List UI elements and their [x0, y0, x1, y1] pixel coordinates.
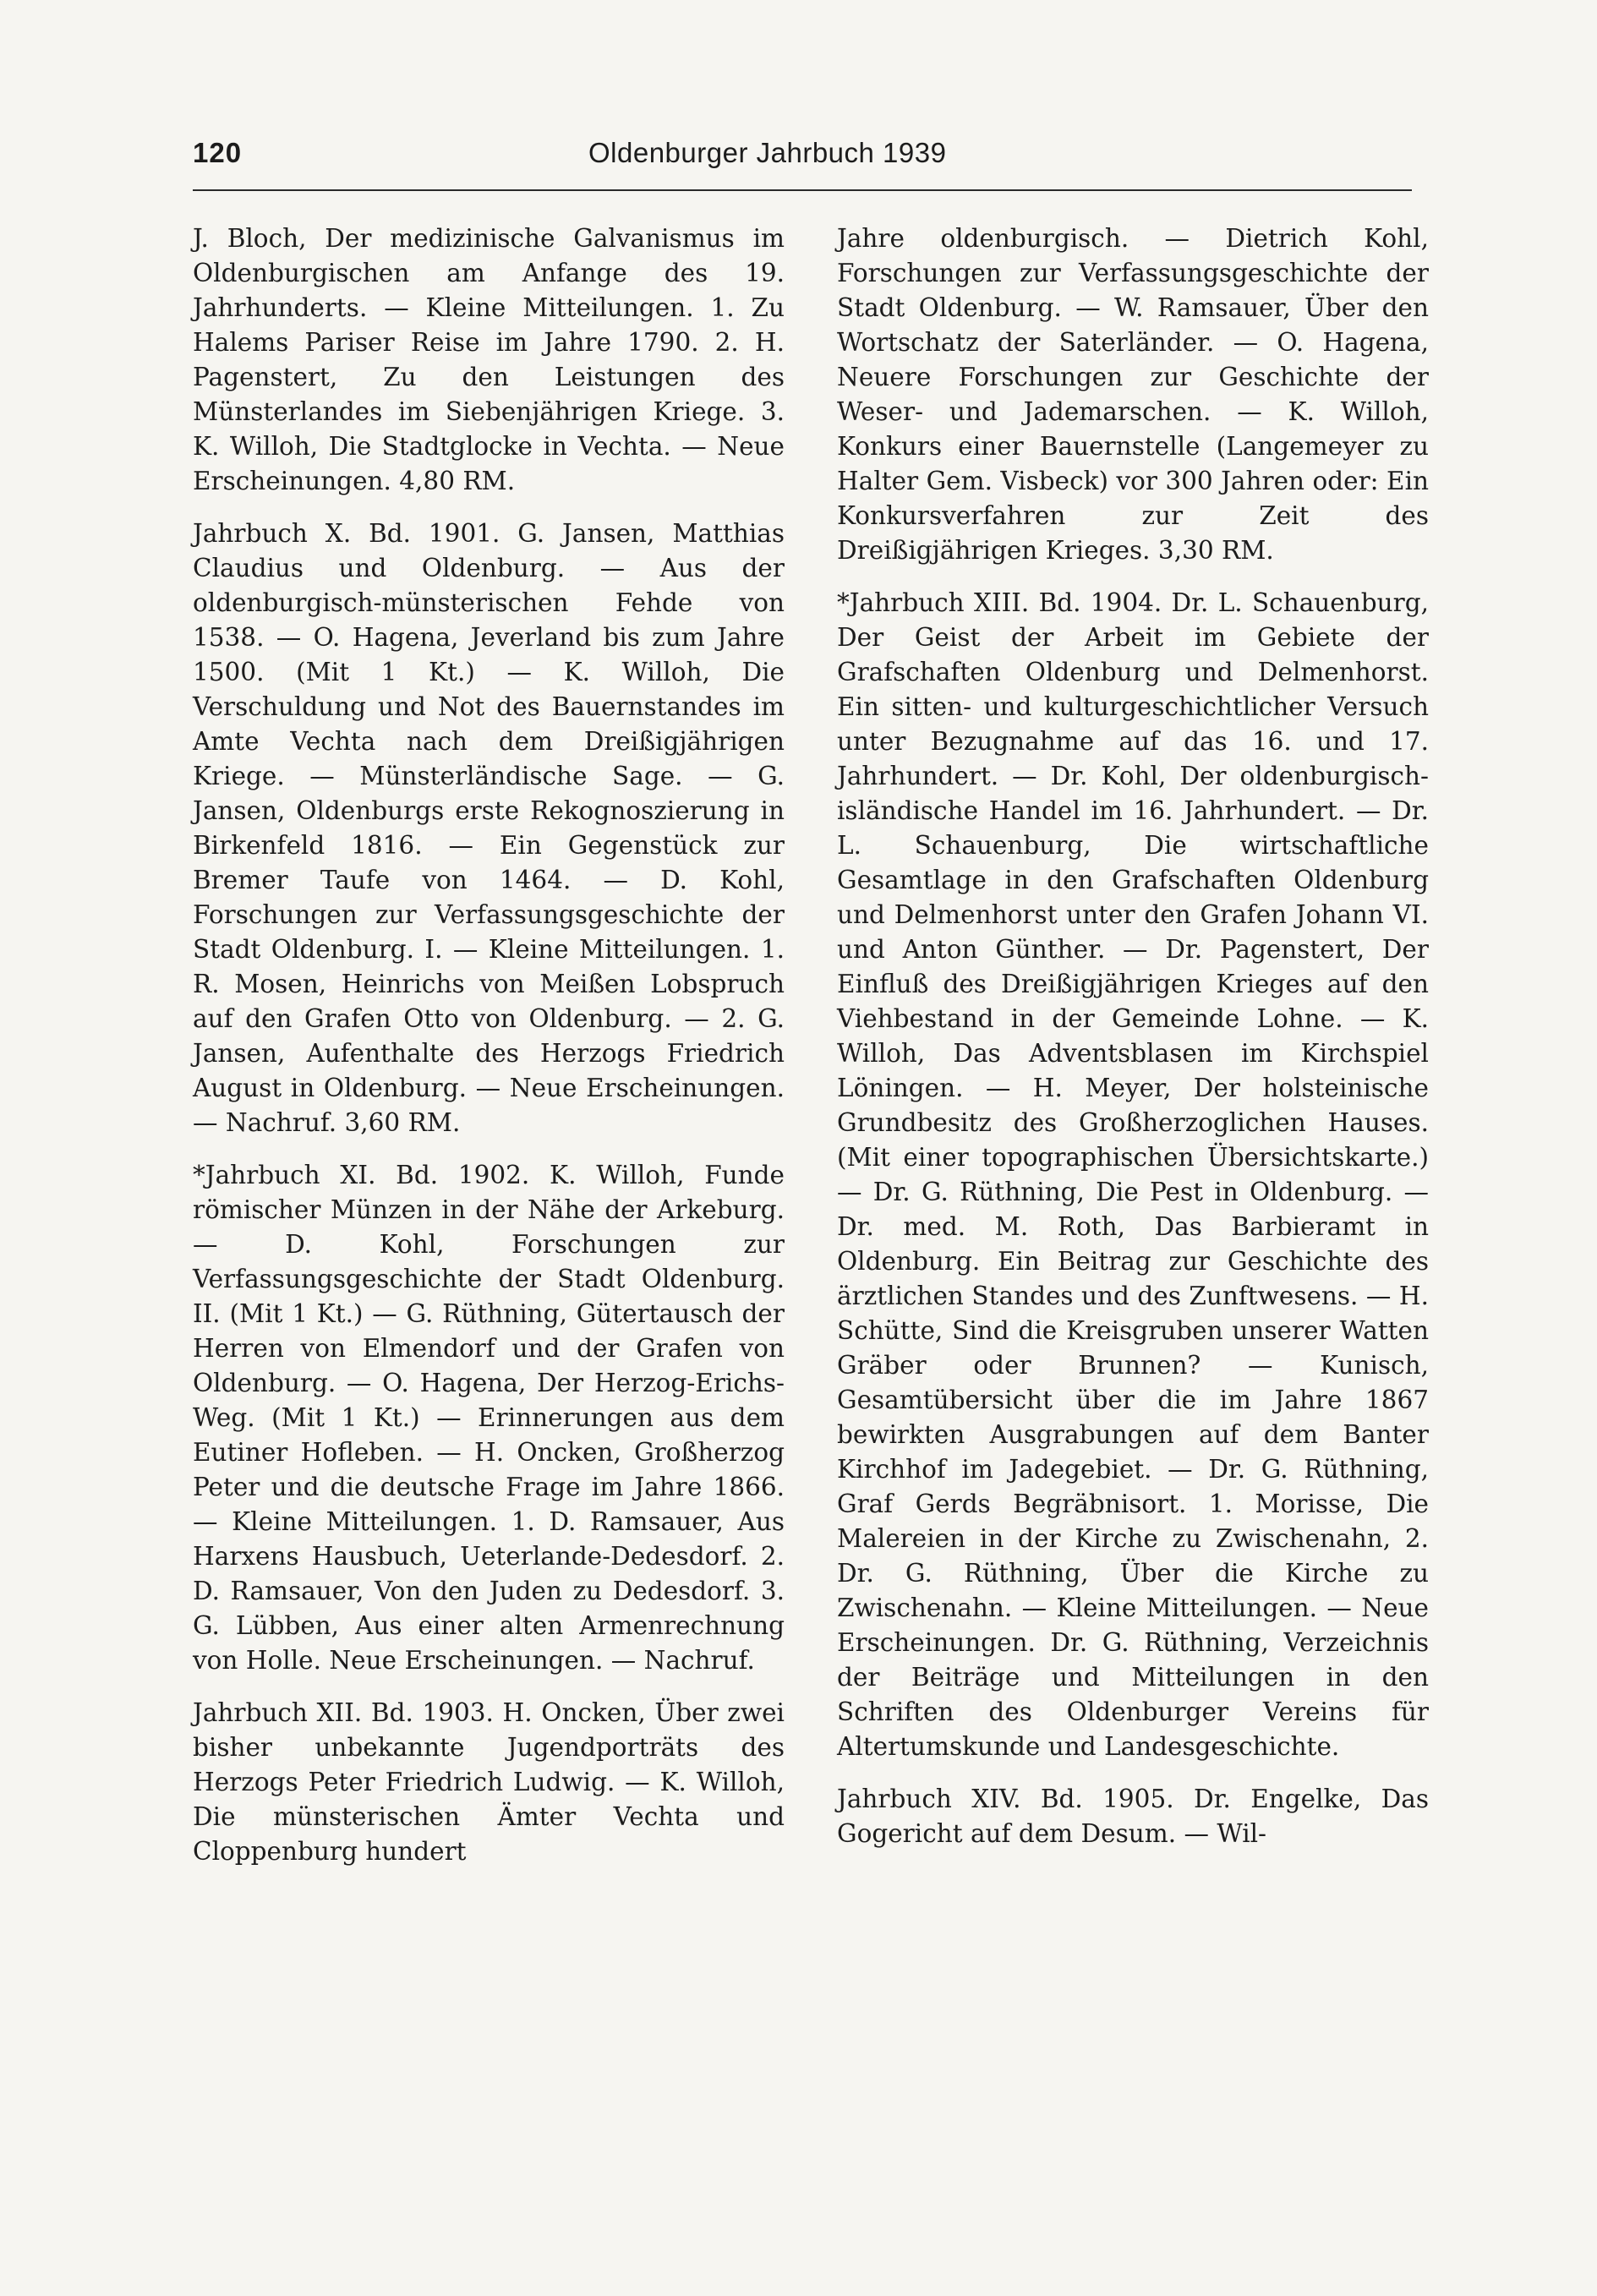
entry-jahrbuch-x: Jahrbuch X. Bd. 1901. G. Jansen, Matthias Claudius und Oldenburg. — Aus der oldenburgisch-münsterischen Fehde von 1538. — O. Hagena, Jeverland bis zum Jahre 1500. (Mit 1 Kt.) — K. Willoh, Die Verschuldung und Not des Bauernstandes im Amte Vechta nach dem Dreißigjährigen Kriege. — Münsterländische Sage. — G. Jansen, Oldenburgs erste Rekognoszierung in Birkenfeld 1816. — Ein Gegenstück zur Bremer Taufe von 1464. — D. Kohl, Forschungen zur Verfassungsgeschichte der Stadt Oldenburg. I. — Kleine Mitteilungen. 1. R. Mosen, Heinrichs von Meißen Lobspruch auf den Grafen Otto von Oldenburg. — 2. G. Jansen, Aufenthalte des Herzogs Friedrich August in Oldenburg. — Neue Erscheinungen. — Nachruf. 3,60 RM.: [193, 519, 785, 1137]
page-number: 120: [193, 137, 243, 168]
page-header: [193, 137, 1412, 191]
entry-jahrbuch-xiii: *Jahrbuch XIII. Bd. 1904. Dr. L. Schauenburg, Der Geist der Arbeit im Gebiete der Grafschaften Oldenburg und Delmenhorst. Ein sitten- und kulturgeschichtlicher Versuch unter Bezugnahme auf das 16. und 17. Jahrhundert. — Dr. Kohl, Der oldenburgisch-isländische Handel im 16. Jahrhundert. — Dr. L. Schauenburg, Die wirtschaftliche Gesamtlage in den Grafschaften Oldenburg und Delmenhorst unter den Grafen Johann VI. und Anton Günther. — Dr. Pagenstert, Der Einfluß des Dreißigjährigen Krieges auf den Viehbestand in der Gemeinde Lohne. — K. Willoh, Das Adventsblasen im Kirchspiel Löningen. — H. Meyer, Der holsteinische Grundbesitz des Großherzoglichen Hauses. (Mit einer topographischen Übersichtskarte.) — Dr. G. Rüthning, Die Pest in Oldenburg. — Dr. med. M. Roth, Das Barbieramt in Oldenburg. Ein Beitrag zur Geschichte des ärztlichen Standes und des Zunftwesens. — H. Schütte, Sind die Kreisgruben unserer Watten Gräber oder Brunnen? — Kunisch, Gesamtübersicht über die im Jahre 1867 bewirkten Ausgrabungen auf dem Banter Kirchhof im Jadegebiet. — Dr. G. Rüthning, Graf Gerds Begräbnisort. 1. Morisse, Die Malereien in der Kirche zu Zwischenahn, 2. Dr. G. Rüthning, Über die Kirche zu Zwischenahn. — Kleine Mitteilungen. — Neue Erscheinungen. Dr. G. Rüthning, Verzeichnis der Beiträge und Mitteilungen in den Schriften des Oldenburger Vereins für Altertumskunde und Landesgeschichte.: [837, 588, 1429, 1761]
entry-jahrbuch-xiv: Jahrbuch XIV. Bd. 1905. Dr. Engelke, Das Gogericht auf dem Desum. — Wil-: [837, 1785, 1429, 1848]
entry-jahrbuch-xii: Jahrbuch XII. Bd. 1903. H. Oncken, Über zwei bisher unbekannte Jugendporträts des Herzogs Peter Friedrich Ludwig. — K. Willoh, Die münsterischen Ämter Vechta und Cloppenburg hundert: [193, 1698, 785, 1866]
entry-jahrbuch-ix-continued: J. Bloch, Der medizinische Galvanismus im Oldenburgischen am Anfange des 19. Jahrhunderts. — Kleine Mitteilungen. 1. Zu Halems Pariser Reise im Jahre 1790. 2. H. Pagenstert, Zu den Leistungen des Münsterlandes im Siebenjährigen Kriege. 3. K. Willoh, Die Stadtglocke in Vechta. — Neue Erscheinungen. 4,80 RM.: [193, 224, 785, 495]
left-column: [193, 221, 785, 1869]
entry-jahrbuch-xii-continued: Jahre oldenburgisch. — Dietrich Kohl, Forschungen zur Verfassungsgeschichte der Stadt Oldenburg. — W. Ramsauer, Über den Wortschatz der Saterländer. — O. Hagena, Neuere Forschungen zur Geschichte der Weser- und Jademarschen. — K. Willoh, Konkurs einer Bauernstelle (Langemeyer zu Halter Gem. Visbeck) vor 300 Jahren oder: Ein Konkursverfahren zur Zeit des Dreißigjährigen Krieges. 3,30 RM.: [837, 224, 1429, 565]
running-title: Oldenburger Jahrbuch 1939: [588, 137, 947, 168]
entry-jahrbuch-xi: *Jahrbuch XI. Bd. 1902. K. Willoh, Funde römischer Münzen in der Nähe der Arkeburg. — D. Kohl, Forschungen zur Verfassungsgeschichte der Stadt Oldenburg. II. (Mit 1 Kt.) — G. Rüthning, Gütertausch der Herren von Elmendorf und der Grafen von Oldenburg. — O. Hagena, Der Herzog-Erichs-Weg. (Mit 1 Kt.) — Erinnerungen aus dem Eutiner Hofleben. — H. Oncken, Großherzog Peter und die deutsche Frage im Jahre 1866. — Kleine Mitteilungen. 1. D. Ramsauer, Aus Harxens Hausbuch, Ueterlande-Dedesdorf. 2. D. Ramsauer, Von den Juden zu Dedesdorf. 3. G. Lübben, Aus einer alten Armenrechnung von Holle. Neue Erscheinungen. — Nachruf.: [193, 1161, 785, 1675]
right-column: [837, 221, 1429, 1851]
